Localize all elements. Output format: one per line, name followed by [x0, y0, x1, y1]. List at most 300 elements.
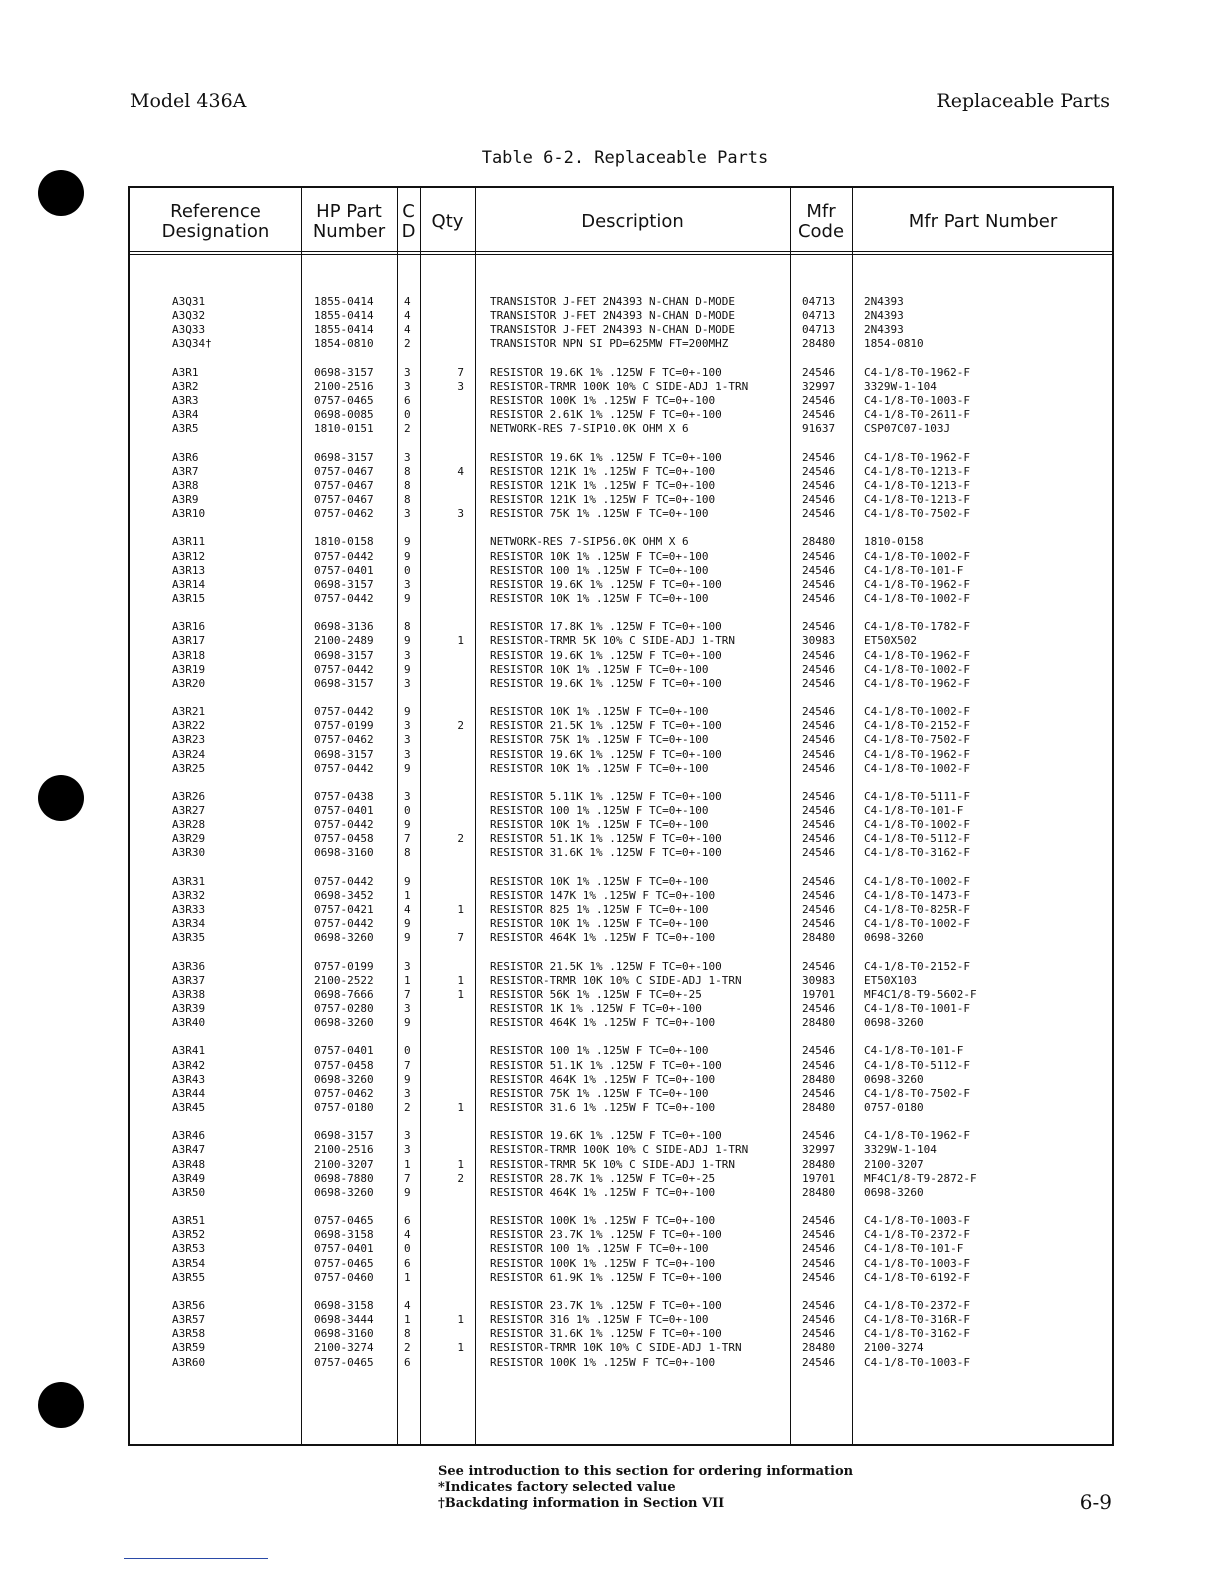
- description-cell: TRANSISTOR J-FET 2N4393 N-CHAN D-MODE: [490, 309, 736, 323]
- reference-cell: A3R19: [172, 662, 206, 676]
- mfr-part-cell: C4-1/8-T0-1213-F: [864, 478, 970, 492]
- reference-cell: A3R27: [172, 804, 206, 818]
- cd-cell: 9: [404, 634, 411, 648]
- footnote-factory-selected: *Indicates factory selected value: [438, 1480, 676, 1495]
- table-row: [130, 818, 1112, 832]
- description-cell: RESISTOR 100 1% .125W F TC=0+-100: [490, 1044, 709, 1058]
- mfr-part-cell: C4-1/8-T0-1213-F: [864, 492, 970, 506]
- reference-cell: A3R37: [172, 973, 206, 987]
- table-row: [130, 917, 1112, 931]
- reference-cell: A3R49: [172, 1171, 206, 1185]
- hp-part-cell: 0757-0401: [314, 804, 374, 818]
- cd-cell: 0: [404, 1242, 411, 1256]
- mfr-code-cell: 28480: [802, 337, 836, 351]
- description-cell: RESISTOR 100 1% .125W F TC=0+-100: [490, 804, 709, 818]
- mfr-code-cell: 19701: [802, 1171, 836, 1185]
- mfr-part-cell: 1854-0810: [864, 337, 924, 351]
- mfr-code-cell: 24546: [802, 365, 836, 379]
- description-cell: RESISTOR 100K 1% .125W F TC=0+-100: [490, 1256, 716, 1270]
- table-row: [130, 493, 1112, 507]
- mfr-part-cell: 0698-3260: [864, 1072, 924, 1086]
- reference-cell: A3R26: [172, 789, 206, 803]
- mfr-code-cell: 24546: [802, 832, 836, 846]
- hp-part-cell: 0698-3158: [314, 1228, 374, 1242]
- header-rule-double: [130, 254, 1112, 255]
- reference-cell: A3R18: [172, 648, 206, 662]
- binder-hole-middle: [38, 775, 84, 821]
- cd-cell: 3: [404, 507, 411, 521]
- description-cell: RESISTOR 100K 1% .125W F TC=0+-100: [490, 1355, 716, 1369]
- mfr-code-cell: 30983: [802, 973, 836, 987]
- cd-cell: 2: [404, 422, 411, 436]
- hp-part-cell: 0757-0442: [314, 549, 374, 563]
- mfr-code-cell: 24546: [802, 733, 836, 747]
- table-row: [130, 719, 1112, 733]
- description-cell: RESISTOR 17.8K 1% .125W F TC=0+-100: [490, 620, 722, 634]
- mfr-code-cell: 24546: [802, 1327, 836, 1341]
- reference-cell: A3R31: [172, 874, 206, 888]
- description-cell: RESISTOR-TRMR 10K 10% C SIDE-ADJ 1-TRN: [490, 1341, 742, 1355]
- hp-part-cell: 0757-0465: [314, 1214, 374, 1228]
- mfr-code-cell: 24546: [802, 676, 836, 690]
- cd-cell: 8: [404, 492, 411, 506]
- group-spacer: [130, 691, 1112, 705]
- reference-cell: A3R5: [172, 422, 199, 436]
- table-row: [130, 592, 1112, 606]
- cd-cell: 9: [404, 874, 411, 888]
- cd-cell: 9: [404, 1072, 411, 1086]
- cd-cell: 3: [404, 1129, 411, 1143]
- mfr-code-cell: 24546: [802, 464, 836, 478]
- cd-cell: 4: [404, 295, 411, 308]
- description-cell: RESISTOR 19.6K 1% .125W F TC=0+-100: [490, 365, 722, 379]
- parts-table: [128, 186, 1114, 1446]
- table-row: [130, 663, 1112, 677]
- cd-cell: 1: [404, 1270, 411, 1284]
- reference-cell: A3R21: [172, 705, 206, 719]
- group-spacer: [130, 436, 1112, 450]
- table-row: [130, 1356, 1112, 1370]
- cd-cell: 6: [404, 1214, 411, 1228]
- reference-cell: A3R9: [172, 492, 199, 506]
- cd-cell: 9: [404, 931, 411, 945]
- description-cell: TRANSISTOR J-FET 2N4393 N-CHAN D-MODE: [490, 295, 736, 308]
- description-cell: RESISTOR 5.11K 1% .125W F TC=0+-100: [490, 789, 722, 803]
- mfr-code-cell: 24546: [802, 888, 836, 902]
- mfr-code-cell: 24546: [802, 1256, 836, 1270]
- hp-part-cell: 0698-3157: [314, 577, 374, 591]
- reference-cell: A3R44: [172, 1086, 206, 1100]
- mfr-code-cell: 24546: [802, 789, 836, 803]
- section-header: Replaceable Parts: [936, 90, 1110, 112]
- table-row: [130, 1313, 1112, 1327]
- reference-cell: A3R15: [172, 591, 206, 605]
- mfr-part-cell: C4-1/8-T0-6192-F: [864, 1270, 970, 1284]
- hp-part-cell: 0698-3444: [314, 1313, 374, 1327]
- hp-part-cell: 0698-3260: [314, 1072, 374, 1086]
- hp-part-cell: 0698-0085: [314, 408, 374, 422]
- cd-cell: 6: [404, 1256, 411, 1270]
- description-cell: RESISTOR 316 1% .125W F TC=0+-100: [490, 1313, 709, 1327]
- hp-part-cell: 0698-3158: [314, 1298, 374, 1312]
- cd-cell: 3: [404, 789, 411, 803]
- reference-cell: A3R45: [172, 1101, 206, 1115]
- reference-cell: A3R10: [172, 507, 206, 521]
- mfr-part-cell: C4-1/8-T0-101-F: [864, 1242, 964, 1256]
- reference-cell: A3R36: [172, 959, 206, 973]
- hp-part-cell: 1854-0810: [314, 337, 374, 351]
- mfr-part-cell: C4-1/8-T0-1001-F: [864, 1002, 970, 1016]
- mfr-code-cell: 24546: [802, 393, 836, 407]
- reference-cell: A3R35: [172, 931, 206, 945]
- cd-cell: 0: [404, 563, 411, 577]
- table-row: [130, 931, 1112, 945]
- table-row: [130, 1186, 1112, 1200]
- table-row: [130, 677, 1112, 691]
- mfr-code-cell: 24546: [802, 959, 836, 973]
- binder-hole-top: [38, 170, 84, 216]
- description-cell: RESISTOR 28.7K 1% .125W F TC=0+-25: [490, 1171, 716, 1185]
- reference-cell: A3R17: [172, 634, 206, 648]
- mfr-part-cell: C4-1/8-T0-5112-F: [864, 1058, 970, 1072]
- description-cell: RESISTOR 31.6 1% .125W F TC=0+-100: [490, 1101, 716, 1115]
- cd-cell: 0: [404, 804, 411, 818]
- mfr-code-cell: 24546: [802, 1313, 836, 1327]
- description-cell: RESISTOR 31.6K 1% .125W F TC=0+-100: [490, 1327, 722, 1341]
- cd-cell: 4: [404, 903, 411, 917]
- description-cell: RESISTOR 100K 1% .125W F TC=0+-100: [490, 393, 716, 407]
- mfr-part-cell: 0698-3260: [864, 1016, 924, 1030]
- hp-part-cell: 0698-3157: [314, 747, 374, 761]
- bottom-rule: [124, 1558, 268, 1559]
- group-spacer: [130, 521, 1112, 535]
- mfr-part-cell: 2N4393: [864, 323, 904, 337]
- reference-cell: A3R11: [172, 535, 206, 549]
- description-cell: RESISTOR 19.6K 1% .125W F TC=0+-100: [490, 577, 722, 591]
- reference-cell: A3R40: [172, 1016, 206, 1030]
- mfr-part-cell: C4-1/8-T0-1962-F: [864, 1129, 970, 1143]
- reference-cell: A3R13: [172, 563, 206, 577]
- table-row: [130, 1129, 1112, 1143]
- reference-cell: A3R2: [172, 379, 199, 393]
- hp-part-cell: 0757-0280: [314, 1002, 374, 1016]
- reference-cell: A3R7: [172, 464, 199, 478]
- mfr-part-cell: C4-1/8-T0-7502-F: [864, 1086, 970, 1100]
- hp-part-cell: 2100-2516: [314, 1143, 374, 1157]
- table-row: [130, 1158, 1112, 1172]
- mfr-part-cell: C4-1/8-T0-1962-F: [864, 676, 970, 690]
- cd-cell: 3: [404, 747, 411, 761]
- cd-cell: 3: [404, 676, 411, 690]
- mfr-part-cell: C4-1/8-T0-7502-F: [864, 507, 970, 521]
- description-cell: TRANSISTOR NPN SI PD=625MW FT=200MHZ: [490, 337, 729, 351]
- mfr-part-cell: C4-1/8-T0-1003-F: [864, 393, 970, 407]
- mfr-code-cell: 91637: [802, 422, 836, 436]
- reference-cell: A3R14: [172, 577, 206, 591]
- reference-cell: A3R8: [172, 478, 199, 492]
- table-row: [130, 790, 1112, 804]
- reference-cell: A3R4: [172, 408, 199, 422]
- description-cell: RESISTOR 464K 1% .125W F TC=0+-100: [490, 1072, 716, 1086]
- reference-cell: A3R52: [172, 1228, 206, 1242]
- table-row: [130, 762, 1112, 776]
- hp-part-cell: 0757-0421: [314, 903, 374, 917]
- hp-part-cell: 2100-2489: [314, 634, 374, 648]
- mfr-code-cell: 28480: [802, 1185, 836, 1199]
- mfr-part-cell: C4-1/8-T0-3162-F: [864, 846, 970, 860]
- mfr-part-cell: C4-1/8-T0-1002-F: [864, 591, 970, 605]
- reference-cell: A3R51: [172, 1214, 206, 1228]
- hp-part-cell: 0757-0199: [314, 719, 374, 733]
- table-row: [130, 323, 1112, 337]
- cd-cell: 7: [404, 987, 411, 1001]
- hp-part-cell: 0757-0467: [314, 492, 374, 506]
- hp-part-cell: 0757-0465: [314, 1256, 374, 1270]
- cd-cell: 3: [404, 648, 411, 662]
- mfr-part-cell: MF4C1/8-T9-2872-F: [864, 1171, 977, 1185]
- reference-cell: A3R59: [172, 1341, 206, 1355]
- hp-part-cell: 0757-0401: [314, 563, 374, 577]
- reference-cell: A3R43: [172, 1072, 206, 1086]
- description-cell: RESISTOR 100 1% .125W F TC=0+-100: [490, 563, 709, 577]
- mfr-part-cell: C4-1/8-T0-101-F: [864, 1044, 964, 1058]
- table-row: [130, 1271, 1112, 1285]
- reference-cell: A3R55: [172, 1270, 206, 1284]
- cd-cell: 9: [404, 591, 411, 605]
- mfr-part-cell: 2100-3207: [864, 1157, 924, 1171]
- reference-cell: A3R56: [172, 1298, 206, 1312]
- description-cell: RESISTOR 121K 1% .125W F TC=0+-100: [490, 492, 716, 506]
- mfr-code-cell: 24546: [802, 563, 836, 577]
- mfr-part-cell: C4-1/8-T0-1002-F: [864, 662, 970, 676]
- hp-part-cell: 0698-3260: [314, 931, 374, 945]
- table-row: [130, 337, 1112, 351]
- table-row: [130, 1059, 1112, 1073]
- description-cell: RESISTOR 1K 1% .125W F TC=0+-100: [490, 1002, 702, 1016]
- hp-part-cell: 0757-0442: [314, 917, 374, 931]
- mfr-part-cell: 2N4393: [864, 295, 904, 308]
- mfr-part-cell: ET50X502: [864, 634, 917, 648]
- mfr-code-cell: 24546: [802, 492, 836, 506]
- cd-cell: 7: [404, 1171, 411, 1185]
- description-cell: RESISTOR 100K 1% .125W F TC=0+-100: [490, 1214, 716, 1228]
- mfr-part-cell: C4-1/8-T0-7502-F: [864, 733, 970, 747]
- description-cell: RESISTOR 21.5K 1% .125W F TC=0+-100: [490, 959, 722, 973]
- mfr-code-cell: 24546: [802, 1270, 836, 1284]
- group-spacer: [130, 606, 1112, 620]
- mfr-code-cell: 24546: [802, 818, 836, 832]
- reference-cell: A3R48: [172, 1157, 206, 1171]
- table-row: [130, 620, 1112, 634]
- description-cell: RESISTOR 121K 1% .125W F TC=0+-100: [490, 464, 716, 478]
- table-row: [130, 1228, 1112, 1242]
- hp-part-cell: 0698-7880: [314, 1171, 374, 1185]
- mfr-part-cell: C4-1/8-T0-2152-F: [864, 719, 970, 733]
- cd-cell: 1: [404, 973, 411, 987]
- hp-part-cell: 0698-3260: [314, 1185, 374, 1199]
- table-row: [130, 889, 1112, 903]
- hp-part-cell: 0757-0462: [314, 733, 374, 747]
- mfr-part-cell: C4-1/8-T0-2372-F: [864, 1298, 970, 1312]
- cd-cell: 4: [404, 1298, 411, 1312]
- mfr-part-cell: C4-1/8-T0-1002-F: [864, 818, 970, 832]
- cd-cell: 9: [404, 1016, 411, 1030]
- description-cell: RESISTOR 10K 1% .125W F TC=0+-100: [490, 662, 709, 676]
- table-row: [130, 1299, 1112, 1313]
- cd-cell: 1: [404, 1313, 411, 1327]
- description-cell: RESISTOR-TRMR 5K 10% C SIDE-ADJ 1-TRN: [490, 1157, 736, 1171]
- cd-cell: 4: [404, 323, 411, 337]
- reference-cell: A3Q34†: [172, 337, 212, 351]
- mfr-code-cell: 24546: [802, 408, 836, 422]
- qty-cell: 7: [457, 931, 464, 945]
- table-row: [130, 988, 1112, 1002]
- cd-cell: 9: [404, 535, 411, 549]
- description-cell: RESISTOR 19.6K 1% .125W F TC=0+-100: [490, 450, 722, 464]
- cd-cell: 2: [404, 337, 411, 351]
- column-header-mfr-part: Mfr Part Number: [908, 211, 1058, 232]
- mfr-code-cell: 24546: [802, 1242, 836, 1256]
- mfr-part-cell: C4-1/8-T0-1003-F: [864, 1256, 970, 1270]
- hp-part-cell: 1855-0414: [314, 309, 374, 323]
- table-row: [130, 1044, 1112, 1058]
- cd-cell: 3: [404, 1086, 411, 1100]
- reference-cell: A3R34: [172, 917, 206, 931]
- description-cell: RESISTOR 75K 1% .125W F TC=0+-100: [490, 733, 709, 747]
- mfr-part-cell: C4-1/8-T0-101-F: [864, 563, 964, 577]
- hp-part-cell: 1855-0414: [314, 323, 374, 337]
- mfr-code-cell: 24546: [802, 1002, 836, 1016]
- table-row: [130, 564, 1112, 578]
- mfr-part-cell: ET50X103: [864, 973, 917, 987]
- cd-cell: 8: [404, 846, 411, 860]
- description-cell: RESISTOR 61.9K 1% .125W F TC=0+-100: [490, 1270, 722, 1284]
- mfr-code-cell: 32997: [802, 379, 836, 393]
- cd-cell: 2: [404, 1101, 411, 1115]
- cd-cell: 9: [404, 1185, 411, 1199]
- hp-part-cell: 0698-3157: [314, 450, 374, 464]
- table-row: [130, 875, 1112, 889]
- description-cell: RESISTOR 10K 1% .125W F TC=0+-100: [490, 591, 709, 605]
- qty-cell: 2: [457, 719, 464, 733]
- mfr-part-cell: C4-1/8-T0-1002-F: [864, 917, 970, 931]
- mfr-code-cell: 24546: [802, 450, 836, 464]
- mfr-code-cell: 24546: [802, 719, 836, 733]
- group-spacer: [130, 352, 1112, 366]
- reference-cell: A3R57: [172, 1313, 206, 1327]
- mfr-part-cell: C4-1/8-T0-1002-F: [864, 549, 970, 563]
- mfr-code-cell: 04713: [802, 309, 836, 323]
- hp-part-cell: 1855-0414: [314, 295, 374, 308]
- cd-cell: 3: [404, 1002, 411, 1016]
- hp-part-cell: 2100-2522: [314, 973, 374, 987]
- mfr-part-cell: C4-1/8-T0-1002-F: [864, 874, 970, 888]
- description-cell: TRANSISTOR J-FET 2N4393 N-CHAN D-MODE: [490, 323, 736, 337]
- reference-cell: A3R1: [172, 365, 199, 379]
- hp-part-cell: 0698-3452: [314, 888, 374, 902]
- reference-cell: A3R3: [172, 393, 199, 407]
- table-row: [130, 733, 1112, 747]
- mfr-part-cell: 2N4393: [864, 309, 904, 323]
- description-cell: NETWORK-RES 7-SIP56.0K OHM X 6: [490, 535, 689, 549]
- mfr-code-cell: 24546: [802, 591, 836, 605]
- table-row: [130, 394, 1112, 408]
- cd-cell: 9: [404, 549, 411, 563]
- hp-part-cell: 0757-0442: [314, 761, 374, 775]
- table-row: [130, 748, 1112, 762]
- mfr-code-cell: 28480: [802, 1341, 836, 1355]
- mfr-part-cell: C4-1/8-T0-3162-F: [864, 1327, 970, 1341]
- mfr-code-cell: 28480: [802, 1157, 836, 1171]
- hp-part-cell: 0757-0462: [314, 507, 374, 521]
- mfr-code-cell: 24546: [802, 705, 836, 719]
- description-cell: RESISTOR 23.7K 1% .125W F TC=0+-100: [490, 1228, 722, 1242]
- reference-cell: A3R25: [172, 761, 206, 775]
- table-row: [130, 550, 1112, 564]
- table-row: [130, 408, 1112, 422]
- cd-cell: 3: [404, 379, 411, 393]
- reference-cell: A3R58: [172, 1327, 206, 1341]
- qty-cell: 1: [457, 903, 464, 917]
- table-row: [130, 451, 1112, 465]
- mfr-code-cell: 24546: [802, 1044, 836, 1058]
- cd-cell: 9: [404, 818, 411, 832]
- cd-cell: 1: [404, 1157, 411, 1171]
- table-row: [130, 705, 1112, 719]
- cd-cell: 8: [404, 464, 411, 478]
- mfr-code-cell: 24546: [802, 620, 836, 634]
- mfr-code-cell: 24546: [802, 1228, 836, 1242]
- hp-part-cell: 0698-3160: [314, 846, 374, 860]
- mfr-code-cell: 24546: [802, 549, 836, 563]
- mfr-part-cell: 3329W-1-104: [864, 1143, 937, 1157]
- table-row: [130, 1341, 1112, 1355]
- hp-part-cell: 0757-0465: [314, 393, 374, 407]
- mfr-code-cell: 24546: [802, 1058, 836, 1072]
- mfr-code-cell: 24546: [802, 478, 836, 492]
- mfr-code-cell: 30983: [802, 634, 836, 648]
- hp-part-cell: 2100-2516: [314, 379, 374, 393]
- mfr-part-cell: CSP07C07-103J: [864, 422, 951, 436]
- table-row: [130, 1016, 1112, 1030]
- hp-part-cell: 0757-0401: [314, 1044, 374, 1058]
- footnote-ordering: See introduction to this section for ordering information: [438, 1464, 854, 1479]
- hp-part-cell: 1810-0151: [314, 422, 374, 436]
- table-row: [130, 465, 1112, 479]
- hp-part-cell: 2100-3207: [314, 1157, 374, 1171]
- mfr-part-cell: C4-1/8-T0-5112-F: [864, 832, 970, 846]
- table-row: [130, 1143, 1112, 1157]
- description-cell: RESISTOR 31.6K 1% .125W F TC=0+-100: [490, 846, 722, 860]
- table-row: [130, 804, 1112, 818]
- mfr-part-cell: C4-1/8-T0-1962-F: [864, 747, 970, 761]
- mfr-code-cell: 28480: [802, 1072, 836, 1086]
- table-row: [130, 832, 1112, 846]
- table-row: [130, 1101, 1112, 1115]
- cd-cell: 2: [404, 1341, 411, 1355]
- mfr-part-cell: C4-1/8-T0-1962-F: [864, 648, 970, 662]
- cd-cell: 7: [404, 1058, 411, 1072]
- reference-cell: A3R53: [172, 1242, 206, 1256]
- mfr-part-cell: 1810-0158: [864, 535, 924, 549]
- description-cell: RESISTOR 825 1% .125W F TC=0+-100: [490, 903, 709, 917]
- table-row: [130, 903, 1112, 917]
- reference-cell: A3R33: [172, 903, 206, 917]
- cd-cell: 9: [404, 705, 411, 719]
- group-spacer: [130, 1200, 1112, 1214]
- hp-part-cell: 1810-0158: [314, 535, 374, 549]
- table-body: [130, 295, 1112, 1370]
